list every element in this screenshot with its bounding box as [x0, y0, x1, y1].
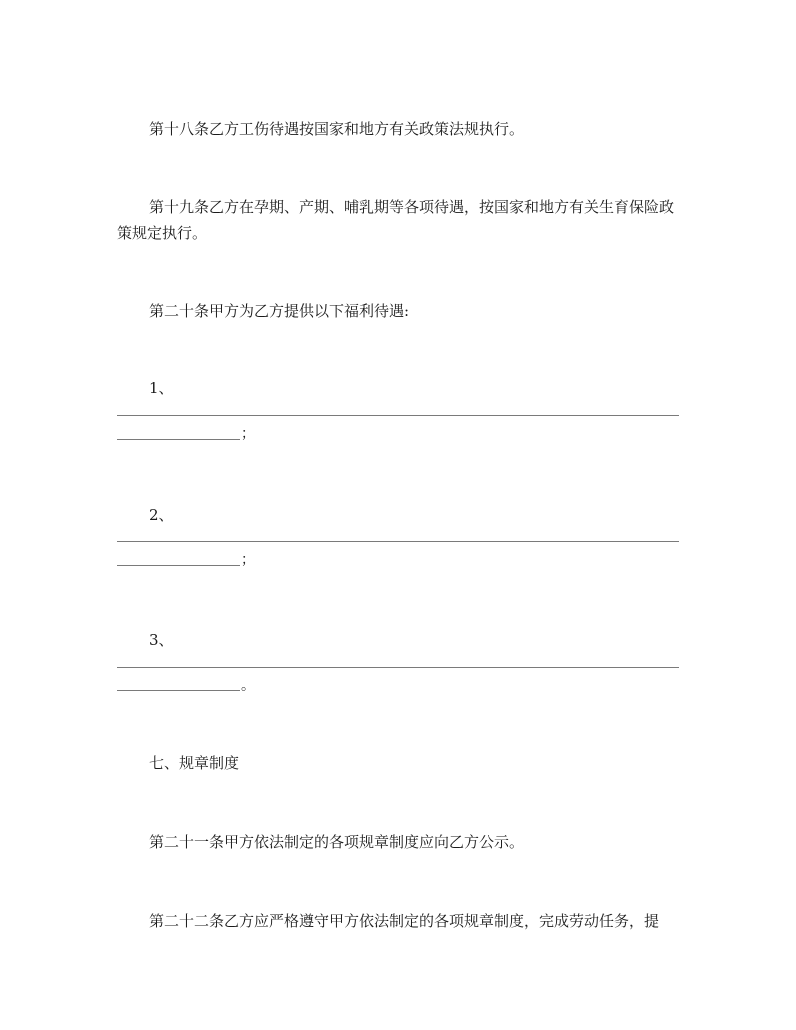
welfare-item-1-fill-line[interactable]	[117, 415, 679, 416]
welfare-item-2-fill-line-end[interactable]	[117, 565, 240, 566]
article-19-paragraph: 第十九条乙方在孕期、产期、哺乳期等各项待遇，按国家和地方有关生育保险政策规定执行。	[117, 198, 675, 242]
section-7-heading: 七、规章制度	[149, 754, 240, 772]
welfare-item-2-fill-line[interactable]	[117, 541, 679, 542]
article-22-paragraph: 第二十二条乙方应严格遵守甲方依法制定的各项规章制度，完成劳动任务，提	[149, 912, 660, 930]
welfare-item-1-number: 1、	[149, 379, 174, 397]
article-21-paragraph: 第二十一条甲方依法制定的各项规章制度应向乙方公示。	[149, 833, 525, 851]
welfare-item-2-number: 2、	[149, 506, 174, 524]
welfare-item-1-punct: ；	[241, 426, 255, 442]
article-20-paragraph: 第二十条甲方为乙方提供以下福利待遇:	[149, 302, 410, 320]
welfare-item-3-fill-line-end[interactable]	[117, 690, 240, 691]
welfare-item-1-fill-line-end[interactable]	[117, 439, 240, 440]
welfare-item-3-punct: 。	[241, 678, 255, 694]
article-18-paragraph: 第十八条乙方工伤待遇按国家和地方有关政策法规执行。	[149, 120, 525, 138]
welfare-item-3-number: 3、	[149, 631, 174, 649]
welfare-item-2-punct: ；	[241, 552, 255, 568]
welfare-item-3-fill-line[interactable]	[117, 667, 679, 668]
